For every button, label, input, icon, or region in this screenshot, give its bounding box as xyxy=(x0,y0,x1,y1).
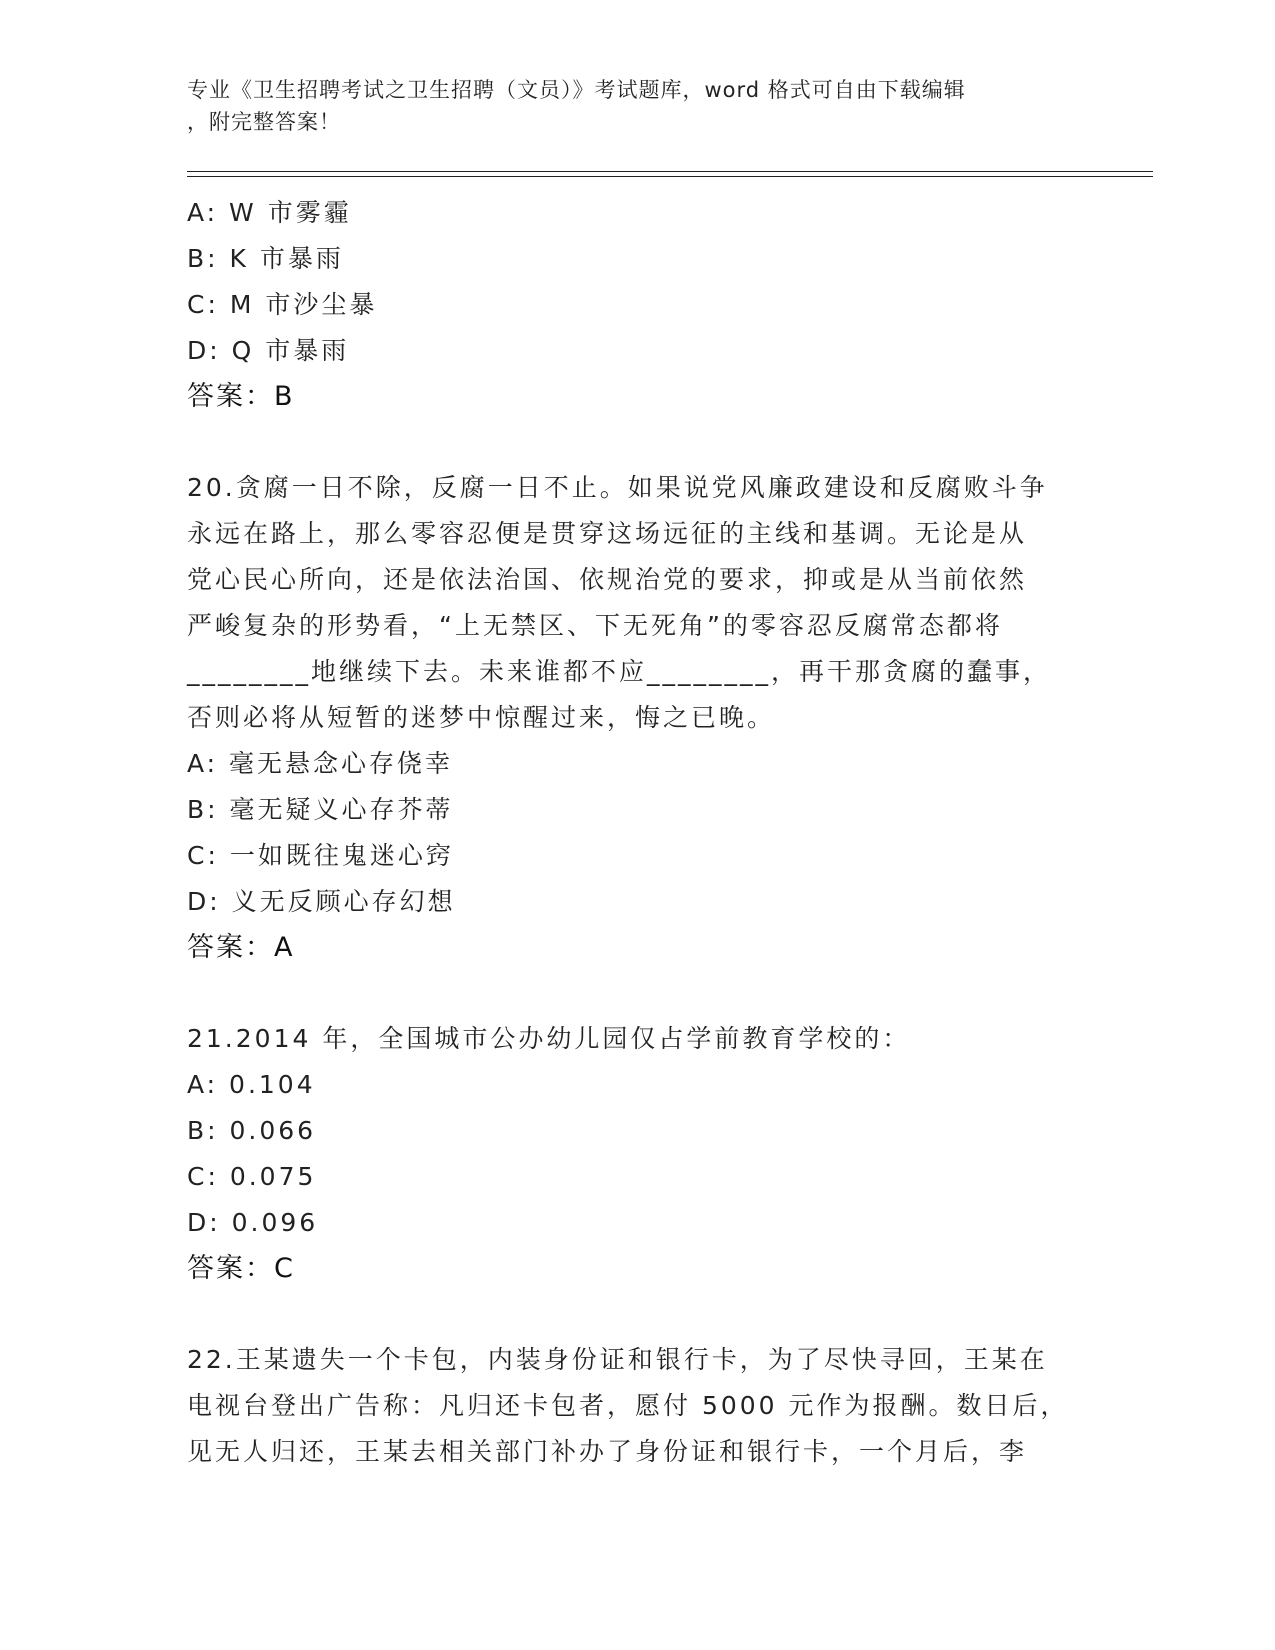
option-a: A: W 市雾霾 xyxy=(187,198,352,227)
question-text-line: 永远在路上，那么零容忍便是贯穿这场远征的主线和基调。无论是从 xyxy=(187,519,1028,548)
question-20 xyxy=(187,465,1087,971)
question-text-line: 21.2014 年，全国城市公办幼儿园仅占学前教育学校的： xyxy=(187,1024,911,1053)
header-divider-top xyxy=(187,171,1153,172)
header-line-2: ，附完整答案！ xyxy=(187,110,341,134)
page-header xyxy=(187,74,1087,138)
question-content xyxy=(187,190,1087,1475)
answer: 答案：C xyxy=(187,1253,295,1284)
question-22 xyxy=(187,1337,1087,1475)
option-c: C: M 市沙尘暴 xyxy=(187,290,378,319)
header-line-1: 专业《卫生招聘考试之卫生招聘（文员）》考试题库，word 格式可自由下载编辑 xyxy=(187,78,966,102)
option-b: B: 0.066 xyxy=(187,1116,317,1145)
question-text-line: 22.王某遗失一个卡包，内装身份证和银行卡，为了尽快寻回，王某在 xyxy=(187,1345,1048,1374)
option-d: D: 0.096 xyxy=(187,1208,319,1237)
answer: 答案：A xyxy=(187,932,295,963)
spacer xyxy=(187,1292,1087,1337)
question-text-line: 党心民心所向，还是依法治国、依规治党的要求，抑或是从当前依然 xyxy=(187,565,1028,594)
question-text-line: 电视台登出广告称：凡归还卡包者，愿付 5000 元作为报酬。数日后， xyxy=(187,1391,1069,1420)
question-text-line: 严峻复杂的形势看，“上无禁区、下无死角”的零容忍反腐常态都将 xyxy=(187,611,1003,640)
answer: 答案：B xyxy=(187,381,295,412)
option-b: B: 毫无疑义心存芥蒂 xyxy=(187,795,454,824)
option-c: C: 0.075 xyxy=(187,1162,317,1191)
question-text-line: 见无人归还，王某去相关部门补办了身份证和银行卡，一个月后，李 xyxy=(187,1437,1028,1466)
header-divider-bottom xyxy=(187,176,1153,177)
option-a: A: 0.104 xyxy=(187,1070,316,1099)
question-text-line: ________地继续下去。未来谁都不应________，再干那贪腐的蠢事， xyxy=(187,657,1052,686)
option-b: B: K 市暴雨 xyxy=(187,244,344,273)
spacer xyxy=(187,420,1087,465)
spacer xyxy=(187,971,1087,1016)
option-d: D: Q 市暴雨 xyxy=(187,336,350,365)
question-21 xyxy=(187,1016,1087,1292)
question-19 xyxy=(187,190,1087,420)
question-text-line: 20.贪腐一日不除，反腐一日不止。如果说党风廉政建设和反腐败斗争 xyxy=(187,473,1048,502)
option-d: D: 义无反顾心存幻想 xyxy=(187,887,456,916)
option-a: A: 毫无悬念心存侥幸 xyxy=(187,749,454,778)
question-text-line: 否则必将从短暂的迷梦中惊醒过来，悔之已晚。 xyxy=(187,703,776,732)
option-c: C: 一如既往鬼迷心窍 xyxy=(187,841,454,870)
